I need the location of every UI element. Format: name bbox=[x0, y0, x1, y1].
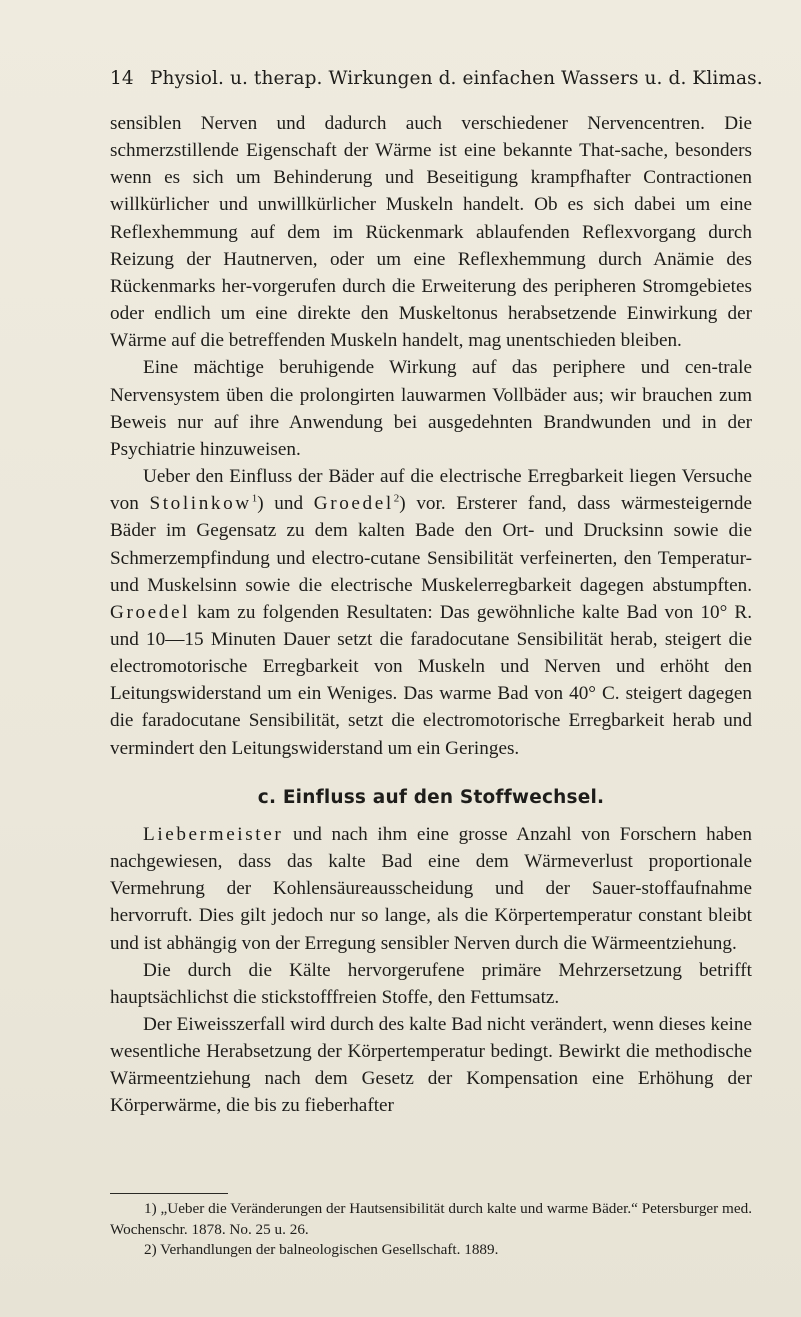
paragraph-6: Der Eiweisszerfall wird durch des kalte Bad nicht verändert, wenn dieses keine wesentliche Herabsetzung der Körpertemperatur bedingt. Bewirkt die methodische Wärmeentziehung nach dem Gesetz der Kompensation eine Erhöhung der Körperwärme, die bis zu fieberhafter bbox=[110, 1014, 752, 1117]
page-number: 14 bbox=[110, 68, 134, 89]
running-title: Physiol. u. therap. Wirkungen d. einfachen Wassers u. d. Klimas. bbox=[150, 68, 763, 89]
running-header bbox=[110, 68, 763, 89]
paragraph-4-text: und nach ihm eine grosse Anzahl von Forschern haben nachgewiesen, dass das kalte Bad eine dem Wärmeverlust proportionale Vermehrung der Kohlensäureausscheidung und der Sauer-stoffaufnahme hervorruft. Dies gilt jedoch nur so lange, als die Körpertemperatur constant bleibt und ist abhängig von der Erregung sensibler Nerven durch die Wärmeentziehung. bbox=[110, 823, 752, 954]
footnote-ref-2: 2 bbox=[393, 492, 400, 505]
author-name-groedel-2: Groedel bbox=[110, 601, 190, 623]
paragraph-5: Die durch die Kälte hervorgerufene primäre Mehrzersetzung betrifft hauptsächlichst die stickstofffreien Stoffe, den Fettumsatz. bbox=[110, 959, 752, 1008]
paragraph-1: sensiblen Nerven und dadurch auch verschiedener Nervencentren. Die schmerzstillende Eigenschaft der Wärme ist eine bekannte That-sache, besonders wenn es sich um Behinderung und Beseitigung krampfhafter Contractionen willkürlicher und unwillkürlicher Muskeln handelt. Ob es sich dabei um eine Reflexhemmung auf dem im Rückenmark ablaufenden Reflexvorgang durch Reizung der Hautnerven, oder um eine Reflexhemmung durch Anämie des Rückenmarks her-vorgerufen durch die Erweiterung des peripheren Stromgebietes oder endlich um eine direkte den Muskeltonus herabsetzende Einwirkung der Wärme auf die betreffenden Muskeln handelt, mag unentschieden bleiben. bbox=[110, 113, 752, 352]
author-name-liebermeister: Liebermeister bbox=[143, 823, 284, 845]
footnote-1: 1) „Ueber die Veränderungen der Hautsensibilität durch kalte und warme Bäder.“ Petersburger med. Wochenschr. 1878. No. 25 u. 26. bbox=[110, 1200, 752, 1238]
footnote-2: 2) Verhandlungen der balneologischen Gesellschaft. 1889. bbox=[144, 1241, 499, 1258]
footnote-divider bbox=[110, 1193, 228, 1194]
paragraph-3-text-a: Ueber den Einfluss der Bäder auf die electrische Erregbarkeit liegen Versuche von bbox=[110, 466, 752, 515]
author-name-stolinkow: Stolinkow bbox=[149, 493, 252, 515]
paragraph-3 bbox=[110, 463, 752, 762]
footnote-ref-1: 1 bbox=[251, 492, 258, 505]
footnotes bbox=[110, 1199, 752, 1261]
paragraph-3-text-d: kam zu folgenden Resultaten: Das gewöhnliche kalte Bad von 10° R. und 10—15 Minuten Dauer setzt die faradocutane Sensibilität herab, steigert die electromotorische Erregbarkeit von Muskeln und Nerven und erhöht den Leitungswiderstand um ein Weniges. Das warme Bad von 40° C. steigert dagegen die faradocutane Sensibilität, setzt die electromotorische Erregbarkeit herab und vermindert den Leitungswiderstand um ein Geringes. bbox=[110, 601, 752, 759]
paragraph-3-text-b: ) und bbox=[257, 493, 304, 515]
paragraph-2: Eine mächtige beruhigende Wirkung auf das periphere und cen-trale Nervensystem üben die prolongirten lauwarmen Vollbäder aus; wir brauchen zum Beweis nur auf ihre Anwendung bei ausgedehnten Brandwunden und in der Psychiatrie hinzuweisen. bbox=[110, 357, 752, 460]
author-name-groedel: Groedel bbox=[313, 493, 394, 515]
paragraph-3-text-c: ) vor. Ersterer fand, dass wärmesteigernde Bäder im Gegensatz zu dem kalten Bade den Ort- und Drucksinn sowie die Schmerzempfindung und electro-cutane Sensibilität verfeinerten, den Temperatur- und Muskelsinn sowie die electrische Muskelerregbarkeit dagegen abstumpften. bbox=[110, 493, 753, 596]
section-heading: c. Einfluss auf den Stoffwechsel. bbox=[257, 786, 605, 808]
body-text bbox=[110, 110, 752, 1120]
paragraph-4 bbox=[110, 821, 752, 957]
